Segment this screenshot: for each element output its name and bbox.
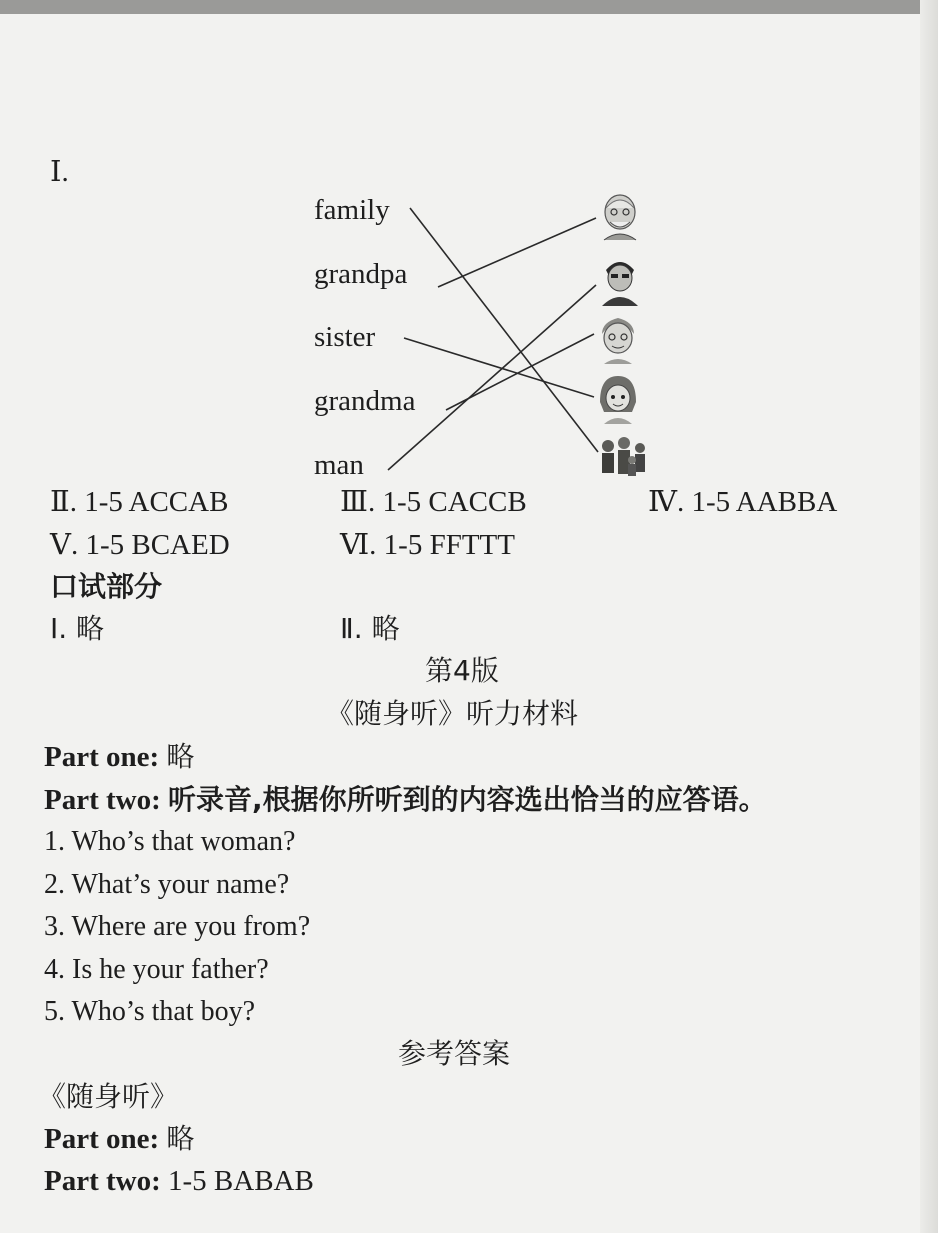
sister-icon [594,372,642,424]
question-2: 2. What’s your name? [44,869,290,900]
part-two-instruction: 听录音,根据你所听到的内容选出恰当的应答语。 [168,783,767,816]
answer-key-title: 参考答案 [398,1037,511,1070]
part-one-label: Part one: [44,741,160,773]
section-1-label: Ⅰ. [50,156,69,188]
question-5: 5. Who’s that boy? [44,996,256,1027]
part-one-text: 略 [166,740,195,773]
listening-material-title: 《随身听》听力材料 [326,697,579,730]
grandma-icon [594,312,642,364]
answer-part-one-line [44,1122,195,1155]
grandpa-icon [596,190,644,242]
line-family-to-family-icon [410,208,598,452]
answer-section-title: 《随身听》 [38,1080,179,1113]
answer-part-two-label: Part two: [44,1165,161,1197]
oral-item-1: Ⅰ. 略 [50,612,105,645]
family-icon [596,432,652,484]
answer-section-6: Ⅵ. 1-5 FFTTT [340,529,515,561]
part-two-label: Part two: [44,784,161,816]
answer-part-one-label: Part one: [44,1123,160,1155]
match-word-sister: sister [314,321,376,353]
question-3: 3. Where are you from? [44,911,311,942]
oral-section-title: 口试部分 [50,570,163,603]
answer-section-2: Ⅱ. 1-5 ACCAB [50,486,229,518]
line-man-to-man-icon [388,285,596,470]
match-word-grandma: grandma [314,385,416,417]
answer-part-two-line [44,1167,314,1196]
part-two-line [44,783,767,816]
question-1: 1. Who’s that woman? [44,826,296,857]
answer-part-one-text: 略 [166,1122,195,1155]
oral-item-2: Ⅱ. 略 [340,612,400,645]
line-sister-to-sister-icon [404,338,594,397]
answer-section-5: Ⅴ. 1-5 BCAED [50,529,230,561]
match-word-man: man [314,449,364,481]
line-grandpa-to-grandpa-icon [438,218,596,287]
man-icon [596,254,644,306]
match-word-family: family [314,194,390,226]
edition-title: 第4版 [425,654,499,687]
answer-section-4: Ⅳ. 1-5 AABBA [648,486,838,518]
question-4: 4. Is he your father? [44,954,269,985]
match-word-grandpa: grandpa [314,258,408,290]
answer-section-3: Ⅲ. 1-5 CACCB [340,486,527,518]
part-one-line [44,740,195,773]
answer-part-two-text: 1-5 BABAB [168,1165,314,1197]
